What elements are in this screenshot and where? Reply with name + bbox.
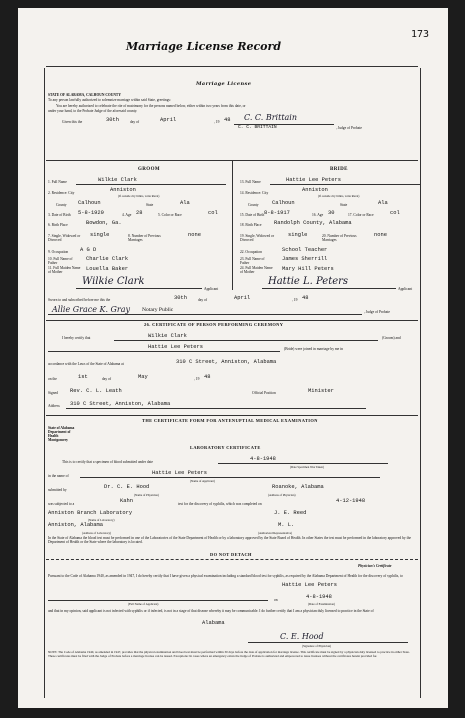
groom-mother-label: 11. Full Maiden Name of Mother [48,266,81,275]
bride-signature: Hattie L. Peters [268,276,349,287]
physician-signature: C. E. Hood [280,632,324,641]
groom-full-name: Wilkie Clark [98,177,137,183]
bride-residence-city: Anniston [302,187,328,193]
bride-marital-label: 19. Single, Widowed or Divorced [240,234,275,243]
do-not-detach: DO NOT DETACH [210,552,252,557]
sworn-day: 30th [174,295,187,301]
groom-applicant-label: Applicant [204,287,219,291]
groom-color: col [208,210,218,216]
sworn-month: April [234,295,251,301]
groom-marital: single [90,232,110,238]
ceremony-position: Minister [308,388,334,394]
lab-initials: M. L. [278,522,295,528]
given-label: Given this the [62,120,83,124]
bride-father: James Sherrill [282,256,328,262]
judge-signature: C. C. Brittain [244,113,298,122]
license-line-2: You are hereby authorized to celebrate the rite of matrimony for the persons named below, either within two years from this date, or [56,104,246,108]
completed-date: 4-12-1948 [336,498,366,504]
lab-name-note: (Name of Laboratory) [88,518,115,522]
bride-state: Ala [378,200,388,206]
bride-mother: Mary Hill Peters [282,266,334,272]
applicant-name: Hattie Lee Peters [152,470,207,476]
groom-signature-line [76,288,202,289]
bride-age-label: 16. Age [312,213,324,217]
ceremony-month: May [138,374,148,380]
physician-name: Dr. C. E. Hood [104,484,150,490]
lab-rep-note: (Authorized Representative) [258,531,293,535]
groom-prev-label: 8. Number of Previous Marriages [128,234,161,243]
groom-county: Calhoun [78,200,101,206]
physician-name-note: (Name of Physician) [134,493,159,497]
groom-birth-label: 3. Date of Birth [48,213,71,217]
groom-birth-date: 5-8-1920 [78,210,104,216]
detach-rule [46,559,418,560]
groom-age: 28 [136,210,143,216]
physician-cert-heading: Physician's Certificate [358,564,392,568]
physician-signature-line [248,642,408,643]
ceremony-groom-line [114,340,378,341]
ceremony-day: 1st [78,374,88,380]
license-state: Alabama [202,620,225,626]
marriage-license-record-page [18,8,448,708]
ceremony-on-the-label: on the [48,377,57,381]
lab-address: Anniston, Alabama [48,522,103,528]
specimen-line: This is to certify that a specimen of blood submitted under date [62,460,153,464]
license-state-line: STATE OF ALABAMA, CALHOUN COUNTY [48,93,121,97]
sworn-year: 48 [302,295,309,301]
groom-occupation-label: 9. Occupation [48,250,69,254]
bride-full-name-label: 13. Full Name [240,180,261,184]
bride-applicant-label: Applicant [398,287,413,291]
license-heading: Marriage License [196,81,252,87]
given-month: April [160,117,177,123]
notary-signature: Allie Grace K. Gray [52,305,131,314]
bride-mother-label: 24. Full Maiden Name of Mother [240,266,273,275]
state-block-1: State of Alabama [48,426,75,430]
name-of-label: in the name of [48,474,69,478]
groom-name-line [76,184,226,185]
test-name: Kahn [120,498,133,504]
bride-residence-note: (If outside city limits, write Rural) [318,194,360,198]
bride-father-label: 23. Full Name of Father [240,257,265,266]
notary-line [48,314,362,315]
physician-city: Roanoke, Alabama [272,484,324,490]
exam-date: 4-8-1948 [306,594,332,600]
lab-certificate-heading: LABORATORY CERTIFICATE [190,445,261,450]
bride-age: 30 [328,210,335,216]
ceremony-certify-label: I hereby certify that [62,336,91,340]
sworn-judge-label: , Judge of Probate [364,310,390,314]
ceremony-bride-line [48,351,280,352]
groom-full-name-label: 1. Full Name [48,180,67,184]
bride-prev-label: 20. Number of Previous Marriages [322,234,357,243]
sworn-day-of: day of [198,298,208,302]
bride-birthplace: Randolph County, Alabama [274,220,352,226]
license-line-3: under your hand, to the Probate Judge of the aforesaid county. [48,109,138,113]
bride-color: col [390,210,400,216]
applicant-name-rule [80,477,380,478]
groom-residence-city: Anniston [110,187,136,193]
ceremony-address-line [66,408,366,409]
applicant-name-note: (Name of Applicant) [190,479,215,483]
notary-public-label: Notary Public [142,307,174,313]
bride-birthplace-label: 18. Birth Place [240,223,262,227]
ceremony-signed-label: Signed [48,391,58,395]
bride-state-label: State [340,203,348,207]
exam-on-label: on [274,598,278,602]
given-year-prefix: , 19 [214,120,220,124]
ceremony-groom-role: (Groom) and [382,336,401,340]
groom-signature: Wilkie Clark [82,276,145,287]
opinion-text: and that in my opinion, said applicant is not infected with syphilis or if infected, is not in a stage of that disease whereby it may be communicable. I do further certify that I am a physician duly licensed to practice in the State of [48,609,374,613]
bride-marital: single [288,232,308,238]
bride-signature-line [262,288,396,289]
ceremony-bride-name: Hattie Lee Peters [148,344,203,350]
lab-address-note: (Address of Laboratory) [82,531,112,535]
groom-residence-label: 2. Residence: City [48,191,75,195]
right-margin-rule [420,68,421,698]
sworn-text: Sworn to and subscribed before me this the [48,298,111,302]
bride-header: BRIDE [330,167,348,172]
groom-prev: none [188,232,201,238]
ceremony-address-label: Address [48,404,60,408]
bride-county: Calhoun [272,200,295,206]
state-block-3: Health [48,434,59,438]
exam-date-note: (Date of Examination) [308,602,335,606]
groom-occupation: A G D [80,247,97,253]
submitted-by-label: submitted by [48,488,67,492]
bride-prev: none [374,232,387,238]
law-text: In the State of Alabama the blood test must be performed in one of the Laboratories of the State Department of Health or by a laboratory approved by the State Board of Health. In other States the test must be performed in the laboratory approved by the Department of Health or the State where the laboratory is located. [48,536,411,545]
bride-residence-label: 14. Residence: City [240,191,269,195]
ceremony-officiant: Rev. C. L. Leath [70,388,122,394]
bride-name-line [270,184,420,185]
given-year: 48 [224,117,231,123]
exam-name: Hattie Lee Peters [282,582,337,588]
bride-birth-label: 15. Date of Birth [240,213,265,217]
left-margin-rule [44,68,45,698]
bride-full-name: Hattie Lee Peters [286,177,341,183]
page-number: 173 [411,29,430,40]
groom-birthplace: Bowdon, Ga. [86,220,122,226]
specimen-date: 4-8-1948 [250,456,276,462]
groom-father-label: 10. Full Name of Father [48,257,73,266]
lab-name: Anniston Branch Laboratory [48,510,133,516]
ceremony-place: 310 C Street, Anniston, Alabama [176,359,277,365]
full-name-note: (Full Name of Applicant) [128,602,159,606]
groom-age-label: 4. Age [122,213,132,217]
groom-color-label: 5. Color or Race [158,213,182,217]
groom-county-label: County [56,203,67,207]
bride-county-label: County [248,203,259,207]
state-block-4: Montgomery [48,438,68,442]
groom-state: Ala [180,200,190,206]
antenuptial-rule [46,415,418,416]
given-day-of: day of [130,120,140,124]
ceremony-day-of: day of [102,377,112,381]
lab-rep: J. E. Reed [274,510,307,516]
groom-marital-label: 7. Single, Widowed or Divorced [48,234,81,243]
ceremony-rule-top [46,320,418,321]
ceremony-accordance-label: accordance with the Laws of the State of Alabama at [48,362,124,366]
bride-occupation-label: 22. Occupation [240,250,262,254]
groom-birthplace-label: 6. Birth Place [48,223,68,227]
specimen-date-note: (Date Specimen Was Taken) [290,465,325,469]
ceremony-year: 48 [204,374,211,380]
pursuant-text: Pursuant to the Code of Alabama 1940, as amended in 1947, I do hereby certify that I have given a physical examination including a standard blood test for syphilis, as required by the Alabama Department of Health for the discovery of syphilis, to [48,574,403,578]
ceremony-bride-role: (Bride) were joined in marriage by me in [284,347,343,351]
groom-bride-divider [232,160,233,290]
ceremony-address: 310 C Street, Anniston, Alabama [70,401,171,407]
license-line-1: To any person lawfully authorized to solemnize marriage within said State, greetings: [48,98,171,102]
physician-signature-note: (Signature of Physician) [302,644,332,648]
state-block-2: Department of [48,430,71,434]
judge-line [234,124,334,125]
test-text: test for the discovery of syphilis, which was completed on [178,502,262,506]
ceremony-year-prefix: , 19 [194,377,200,381]
specimen-line-rule [218,463,388,464]
title-rule [46,66,418,67]
bride-color-label: 17. Color or Race [348,213,374,217]
bride-occupation: School Teacher [282,247,328,253]
antenuptial-heading: THE CERTIFICATE FORM FOR ANTENUPTIAL MEDICAL EXAMINATION [142,418,318,423]
groom-state-label: State [146,203,154,207]
subjected-label: was subjected to a [48,502,75,506]
groom-residence-note: (If outside city limits, write Rural) [118,194,160,198]
groom-header: GROOM [138,167,160,172]
record-title: Marriage License Record [126,40,282,53]
ceremony-groom-name: Wilkie Clark [148,333,187,339]
given-day: 30th [106,117,119,123]
judge-typed-name: C. C. BRITTAIN [238,125,277,130]
ceremony-heading: 26. CERTIFICATE OF PERSON PERFORMING CEREMONY [144,322,284,327]
note-text: NOTE: The Code of Alabama 1940, as amended in 1947, provides that the physical examination and blood test must be performed within 30 days before the date of application for marriage license. This certificate must be signed by a physician duly licensed to practice in either State. These certificates must be filed with the Judge of Probate before a marriage license can be issued. Exceptions: In cases where an emergency exists the Judge of Probate is authorized and empowered to issue licenses without the certificates herein provided for. [48,650,410,658]
physician-address-note: (Address of Physician) [268,493,296,497]
bride-birth-date: 8-8-1917 [264,210,290,216]
sworn-year-prefix: , 19 [292,298,298,302]
exam-name-rule [48,600,268,601]
ceremony-position-label: Official Position [252,391,276,395]
groom-father: Charlie Clark [86,256,129,262]
judge-of-probate-label: , Judge of Probate [336,126,362,130]
groom-mother: Louella Baker [86,266,129,272]
